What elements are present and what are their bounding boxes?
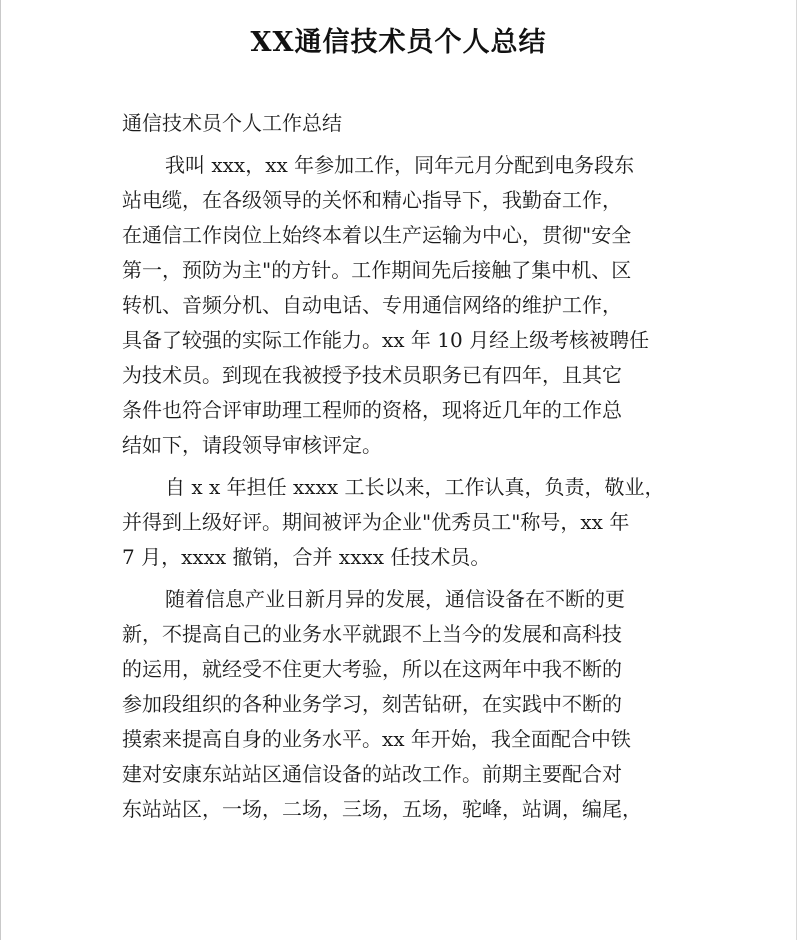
paragraph-line: 转机、音频分机、自动电话、专用通信网络的维护工作， [122, 293, 622, 317]
paragraph-gap [122, 575, 697, 582]
paragraph-line: 我叫 xxx，xx 年参加工作，同年元月分配到电务段东 [165, 153, 635, 177]
paragraph-line: 条件也符合评审助理工程师的资格，现将近几年的工作总 [122, 398, 622, 422]
paragraph-line: 东站站区，一场，二场，三场，五场，驼峰，站调，编尾， [122, 797, 642, 821]
document-body [122, 106, 697, 827]
paragraph-line: 并得到上级好评。期间被评为企业"优秀员工"称号，xx 年 [122, 510, 630, 534]
paragraph-line: 7 月，xxxx 撤销，合并 xxxx 任技术员。 [122, 545, 491, 569]
paragraph-line: 自 x x 年担任 xxxx 工长以来，工作认真，负责，敬业， [165, 475, 665, 499]
paragraph-line: 建对安康东站站区通信设备的站改工作。前期主要配合对 [122, 762, 622, 786]
paragraph-line: 参加段组织的各种业务学习，刻苦钻研，在实践中不断的 [122, 692, 622, 716]
paragraph-line: 的运用，就经受不住更大考验，所以在这两年中我不断的 [122, 657, 622, 681]
paragraph-2 [122, 470, 697, 575]
document-title: XX通信技术员个人总结 [250, 27, 547, 58]
paragraph-line: 具备了较强的实际工作能力。xx 年 10 月经上级考核被聘任 [122, 328, 650, 352]
paragraph-gap [122, 463, 697, 470]
page-edge-left [0, 0, 1, 940]
paragraph-line: 在通信工作岗位上始终本着以生产运输为中心，贯彻"安全 [122, 223, 632, 247]
paragraph-1 [122, 148, 697, 463]
paragraph-line: 新，不提高自己的业务水平就跟不上当今的发展和高科技 [122, 622, 622, 646]
paragraph-line: 站电缆，在各级领导的关怀和精心指导下，我勤奋工作， [122, 188, 622, 212]
paragraph-line: 结如下，请段领导审核评定。 [122, 433, 382, 457]
paragraph-3 [122, 582, 697, 827]
paragraph-line: 为技术员。到现在我被授予技术员职务已有四年，且其它 [122, 363, 622, 387]
paragraph-gap [122, 141, 697, 148]
paragraph-line: 随着信息产业日新月异的发展，通信设备在不断的更 [165, 587, 625, 611]
document-subtitle: 通信技术员个人工作总结 [122, 111, 342, 135]
paragraph-line: 第一，预防为主"的方针。工作期间先后接触了集中机、区 [122, 258, 632, 282]
paragraph-line: 摸索来提高自身的业务水平。xx 年开始，我全面配合中铁 [122, 727, 631, 751]
